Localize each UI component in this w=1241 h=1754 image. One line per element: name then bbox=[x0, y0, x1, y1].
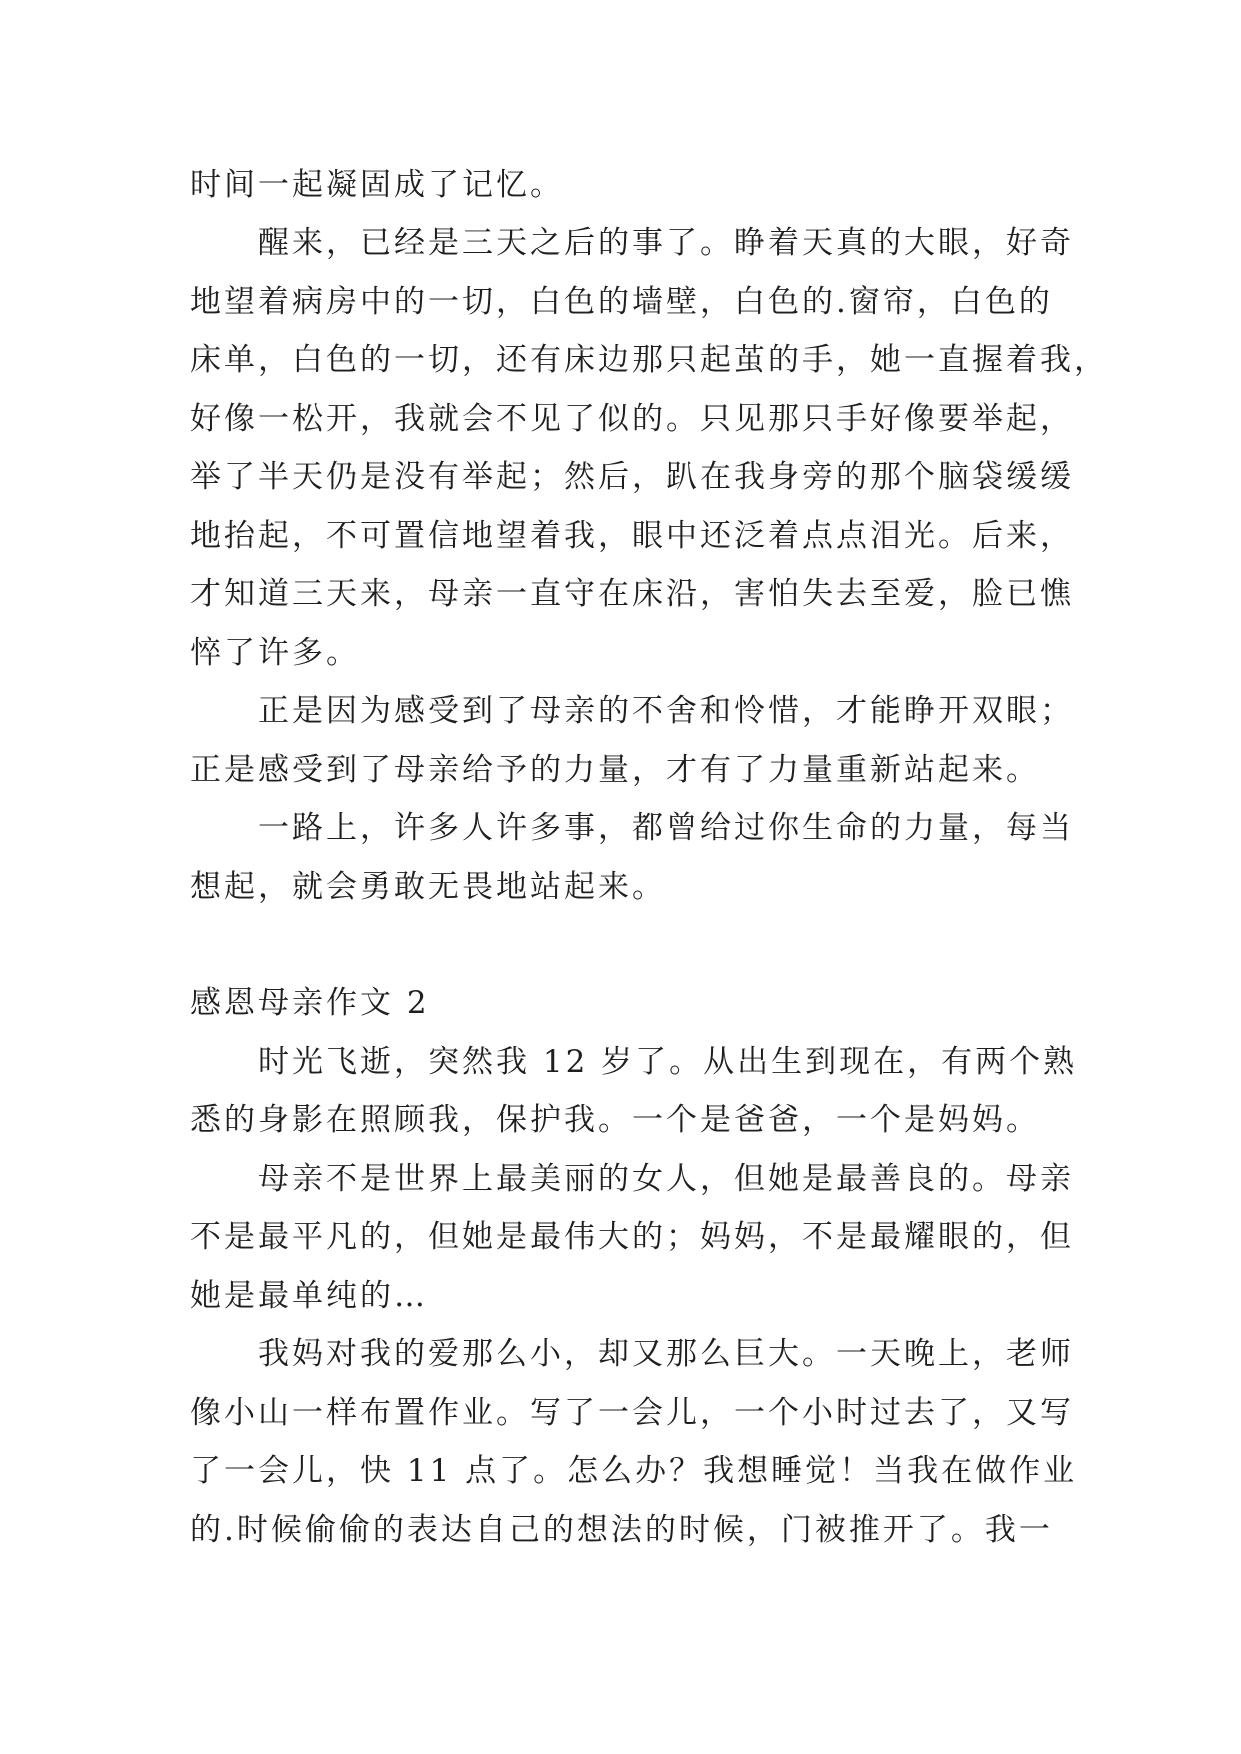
paragraph-line: 我妈对我的爱那么小，却又那么巨大。一天晚上，老师 bbox=[258, 1336, 1074, 1372]
continuation-line: 时间一起凝固成了记忆。 bbox=[190, 167, 564, 203]
paragraph-line: 悉的身影在照顾我，保护我。一个是爸爸，一个是妈妈。 bbox=[190, 1102, 1040, 1138]
paragraph-line: 地抬起，不可置信地望着我，眼中还泛着点点泪光。后来， bbox=[190, 518, 1074, 554]
paragraph-line: 的.时候偷偷的表达自己的想法的时候，门被推开了。我一 bbox=[190, 1512, 1053, 1548]
paragraph-line: 了一会儿，快 11 点了。怎么办？我想睡觉！当我在做作业 bbox=[190, 1453, 1078, 1489]
paragraph-line: 像小山一样布置作业。写了一会儿，一个小时过去了，又写 bbox=[190, 1395, 1074, 1431]
paragraph-line: 床单，白色的一切，还有床边那只起茧的手，她一直握着我， bbox=[190, 342, 1108, 378]
paragraph-line: 一路上，许多人许多事，都曾给过你生命的力量，每当 bbox=[258, 810, 1074, 846]
paragraph-line: 时光飞逝，突然我 12 岁了。从出生到现在，有两个熟 bbox=[258, 1044, 1078, 1080]
paragraph-line: 她是最单纯的… bbox=[190, 1278, 428, 1314]
paragraph-line: 好像一松开，我就会不见了似的。只见那只手好像要举起， bbox=[190, 401, 1074, 437]
paragraph-line: 不是最平凡的，但她是最伟大的；妈妈，不是最耀眼的，但 bbox=[190, 1219, 1074, 1255]
section-title: 感恩母亲作文 2 bbox=[190, 985, 430, 1021]
paragraph-line: 举了半天仍是没有举起；然后，趴在我身旁的那个脑袋缓缓 bbox=[190, 459, 1074, 495]
paragraph-line: 悴了许多。 bbox=[190, 635, 360, 671]
paragraph-line: 正是因为感受到了母亲的不舍和怜惜，才能睁开双眼； bbox=[258, 693, 1074, 729]
paragraph-line: 正是感受到了母亲给予的力量，才有了力量重新站起来。 bbox=[190, 752, 1040, 788]
paragraph-line: 地望着病房中的一切，白色的墙壁，白色的.窗帘，白色的 bbox=[190, 284, 1053, 320]
paragraph-line: 醒来，已经是三天之后的事了。睁着天真的大眼，好奇 bbox=[258, 225, 1074, 261]
paragraph-line: 想起，就会勇敢无畏地站起来。 bbox=[190, 869, 666, 905]
paragraph-line: 母亲不是世界上最美丽的女人，但她是最善良的。母亲 bbox=[258, 1161, 1074, 1197]
paragraph-line: 才知道三天来，母亲一直守在床沿，害怕失去至爱，脸已憔 bbox=[190, 576, 1074, 612]
